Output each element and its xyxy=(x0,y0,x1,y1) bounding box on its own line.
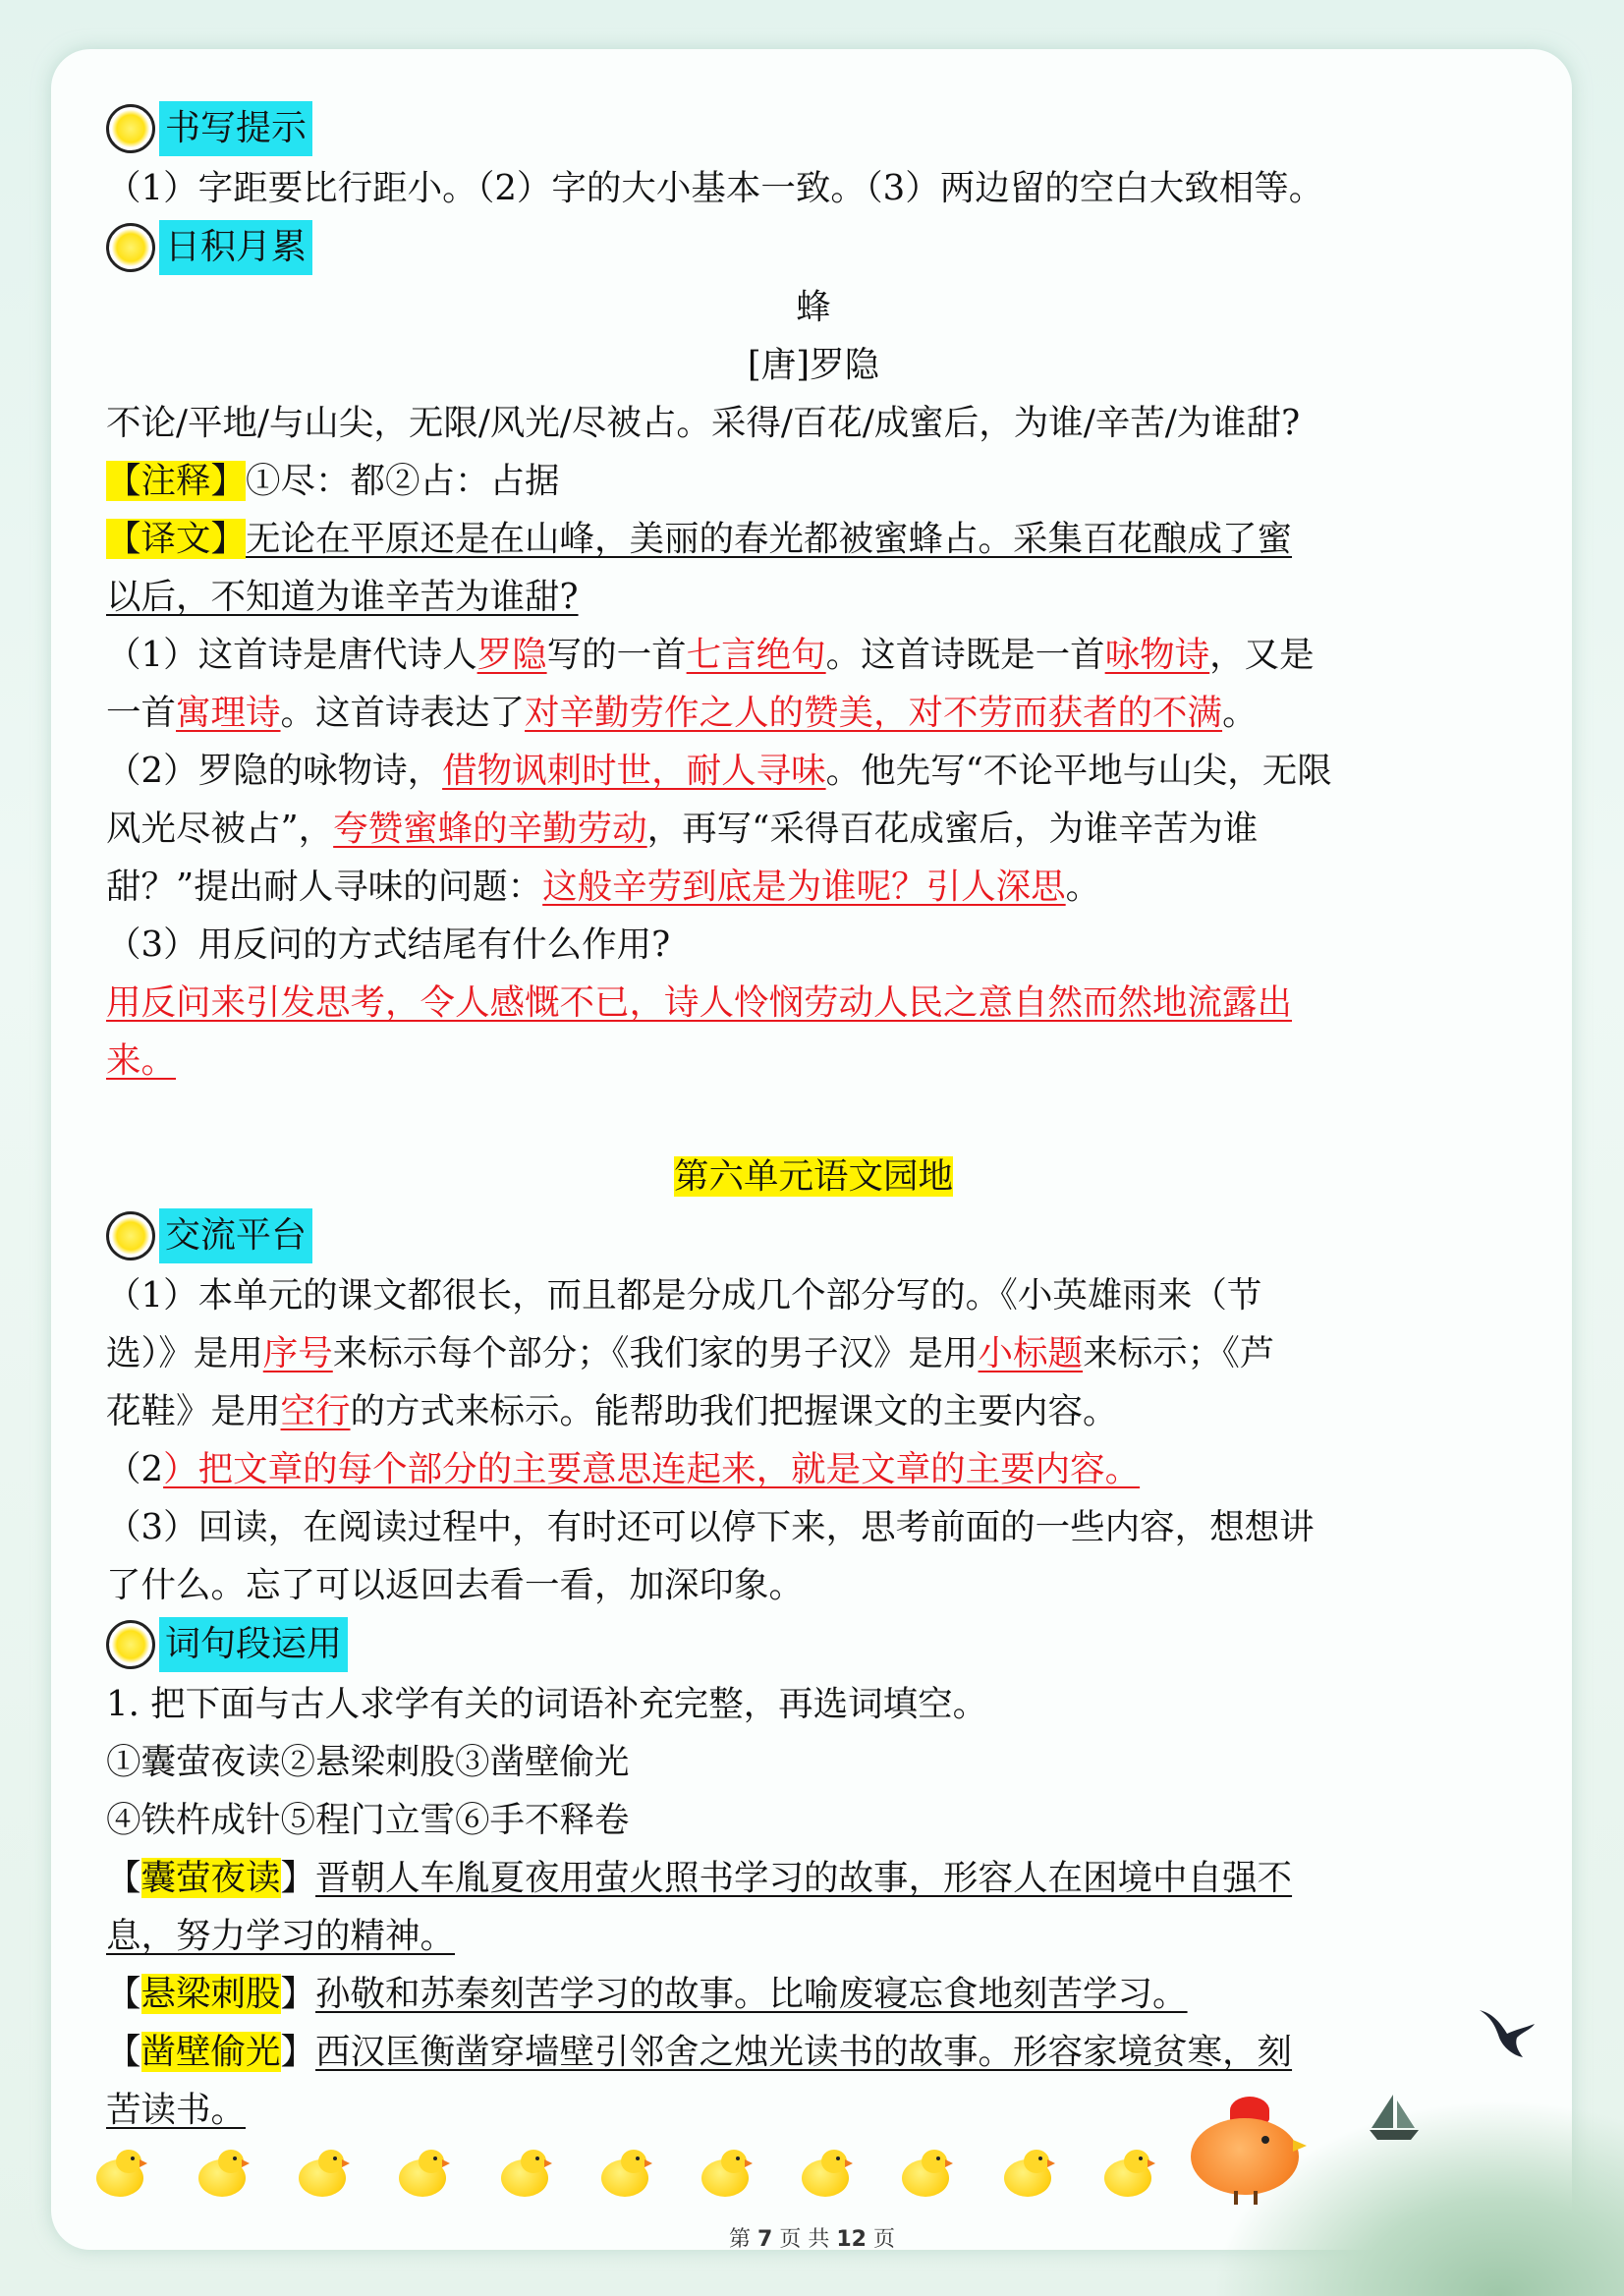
chick-icon xyxy=(495,2150,552,2199)
idiom1-text-1: 晋朝人车胤夏夜用萤火照书学习的故事，形容人在困境中自强不 xyxy=(315,1858,1293,1898)
q1-text: 。这首诗表达了 xyxy=(280,693,526,733)
translation-text-1: 无论在平原还是在山峰，美丽的春光都被蜜蜂占。采集百花酿成了蜜 xyxy=(246,519,1293,559)
exchange-text: （2 xyxy=(106,1449,164,1489)
exchange-text: 选）》是用 xyxy=(106,1333,263,1373)
q2-line-2 xyxy=(106,800,1521,858)
idiom-row-2: ④铁杵成针⑤程门立雪⑥手不释卷 xyxy=(106,1800,630,1840)
section-title: 书写提示 xyxy=(159,101,312,156)
exchange-line-3 xyxy=(106,1382,1521,1440)
bullet-circle-icon xyxy=(106,1620,155,1669)
sailboat-icon xyxy=(1360,2087,1428,2146)
idiom3-line-2 xyxy=(106,2081,1521,2139)
q1-text: 写的一首 xyxy=(546,635,687,675)
word-usage-question: 1. 把下面与古人求学有关的词语补充完整，再选词填空。 xyxy=(106,1684,988,1724)
idiom3-line-1 xyxy=(106,2023,1521,2081)
q2-text: 。他先写“不论平地与山尖，无限 xyxy=(825,751,1332,791)
exchange-text: 的方式来标示。能帮助我们把握课文的主要内容。 xyxy=(350,1391,1118,1431)
section-title: 词句段运用 xyxy=(159,1617,348,1672)
exchange-text: 花鞋》是用 xyxy=(106,1391,281,1431)
q2-line-3 xyxy=(106,858,1521,916)
hen-icon xyxy=(1191,2095,1309,2203)
bracket: 】 xyxy=(280,1858,316,1898)
q2-answer-2: 夸赞蜜蜂的辛勤劳动 xyxy=(333,809,647,849)
section-header-exchange xyxy=(106,1205,1521,1266)
idiom2-text: 孙敬和苏秦刻苦学习的故事。比喻废寝忘食地刻苦学习。 xyxy=(315,1974,1188,2014)
translation-line-2 xyxy=(106,568,1521,626)
poem-text: 不论/平地/与山尖，无限/风光/尽被占。采得/百花/成蜜后，为谁/辛苦/为谁甜? xyxy=(106,403,1301,443)
exchange-answer-main: ）把文章的每个部分的主要意思连起来，就是文章的主要内容。 xyxy=(163,1449,1141,1489)
bracket: 】 xyxy=(280,2032,316,2072)
notes-text: ①尽：都②占：占据 xyxy=(246,461,560,501)
chick-icon xyxy=(193,2150,250,2199)
q1-text: 。这首诗既是一首 xyxy=(825,635,1105,675)
translation-text-2: 以后，不知道为谁辛苦为谁甜? xyxy=(106,577,579,617)
footer-page-number: 7 xyxy=(757,2227,773,2252)
q2-text: ，再写“采得百花成蜜后，为谁辛苦为谁 xyxy=(646,809,1259,849)
q1-answer-type2: 寓理诗 xyxy=(176,693,281,733)
bracket: 】 xyxy=(280,1974,316,2014)
q2-line-1 xyxy=(106,742,1521,800)
q1-answer-form: 七言绝句 xyxy=(686,635,826,675)
document-body xyxy=(106,98,1521,2139)
chick-icon xyxy=(1098,2150,1155,2199)
q1-text: 。 xyxy=(1222,693,1258,733)
q1-text: 一首 xyxy=(106,693,177,733)
q1-text: （1）这首诗是唐代诗人 xyxy=(106,635,477,675)
q1-answer-type: 咏物诗 xyxy=(1104,635,1210,675)
chick-icon xyxy=(293,2150,350,2199)
bullet-circle-icon xyxy=(106,104,155,153)
bullet-circle-icon xyxy=(106,1211,155,1260)
q2-text: （2）罗隐的咏物诗， xyxy=(106,751,443,791)
idiom1-line-2 xyxy=(106,1907,1521,1965)
q1-line-2 xyxy=(106,684,1521,742)
idiom1-text-2: 息，努力学习的精神。 xyxy=(106,1916,456,1956)
chick-icon xyxy=(90,2150,147,2199)
chick-icon xyxy=(393,2150,450,2199)
q2-answer-3: 这般辛劳到底是为谁呢？引人深思 xyxy=(542,867,1066,907)
bracket: 【 xyxy=(106,2032,141,2072)
exchange-answer-blankline: 空行 xyxy=(280,1391,351,1431)
chick-icon xyxy=(595,2150,652,2199)
q2-text: 风光尽被占”， xyxy=(106,809,334,849)
section-header-daily xyxy=(106,217,1521,278)
poem-author: [唐]罗隐 xyxy=(747,345,880,385)
exchange-line-5: （3）回读，在阅读过程中，有时还可以停下来，思考前面的一些内容，想想讲 xyxy=(106,1507,1315,1547)
exchange-line-4 xyxy=(106,1440,1521,1498)
idiom1-tag: 囊萤夜读 xyxy=(140,1858,281,1898)
q3-question: （3）用反问的方式结尾有什么作用? xyxy=(106,924,671,965)
chick-icon xyxy=(696,2150,753,2199)
idiom1-line-1 xyxy=(106,1849,1521,1907)
q1-answer-poet: 罗隐 xyxy=(476,635,547,675)
page-footer xyxy=(0,2222,1624,2253)
idiom3-tag: 凿壁偷光 xyxy=(140,2032,281,2072)
q2-answer-1: 借物讽刺时世，耐人寻味 xyxy=(442,751,826,791)
footer-total-pages: 12 xyxy=(836,2227,867,2252)
bracket: 【 xyxy=(106,1974,141,2014)
footer-text: 页 共 xyxy=(779,2227,830,2252)
q1-line-1 xyxy=(106,626,1521,684)
q3-answer-2: 来。 xyxy=(106,1040,177,1081)
q3-answer-1: 用反问来引发思考，令人感慨不已，诗人怜悯劳动人民之意自然而然地流露出 xyxy=(106,982,1293,1023)
exchange-answer-number: 序号 xyxy=(262,1333,333,1373)
idiom2-tag: 悬梁刺股 xyxy=(140,1974,281,2014)
q2-text: 甜？”提出耐人寻味的问题： xyxy=(106,867,543,907)
section-title: 日积月累 xyxy=(159,220,312,275)
q3-answer-line-2 xyxy=(106,1032,1521,1090)
exchange-answer-subtitle: 小标题 xyxy=(978,1333,1084,1373)
q1-text: ，又是 xyxy=(1209,635,1315,675)
exchange-line-1: （1）本单元的课文都很长，而且都是分成几个部分写的。《小英雄雨来（节 xyxy=(106,1275,1262,1316)
idiom-row-1: ①囊萤夜读②悬梁刺股③凿壁偷光 xyxy=(106,1742,630,1782)
writing-tips-text: （1）字距要比行距小。（2）字的大小基本一致。（3）两边留的空白大致相等。 xyxy=(106,168,1324,208)
section-header-writing-tips xyxy=(106,98,1521,159)
exchange-text: 来标示每个部分；《我们家的男子汉》是用 xyxy=(332,1333,979,1373)
footer-text: 页 xyxy=(872,2227,895,2252)
bracket: 【 xyxy=(106,1858,141,1898)
translation-line-1 xyxy=(106,510,1521,568)
q3-answer-line-1 xyxy=(106,974,1521,1032)
idiom3-text-2: 苦读书。 xyxy=(106,2090,247,2130)
exchange-line-2 xyxy=(106,1324,1521,1382)
translation-tag: 【译文】 xyxy=(106,519,247,559)
poem-title: 蜂 xyxy=(796,287,831,327)
bullet-circle-icon xyxy=(106,223,155,272)
chick-icon xyxy=(998,2150,1055,2199)
unit-title: 第六单元语文园地 xyxy=(673,1156,953,1197)
section-header-word-usage xyxy=(106,1614,1521,1675)
notes-tag: 【注释】 xyxy=(106,461,247,501)
footer-text: 第 xyxy=(729,2227,752,2252)
chick-icon xyxy=(896,2150,953,2199)
swallow-icon xyxy=(1478,2004,1537,2063)
chick-icon xyxy=(796,2150,853,2199)
q2-text: 。 xyxy=(1065,867,1101,907)
exchange-text: 来标示；《芦 xyxy=(1083,1333,1275,1373)
idiom2-line xyxy=(106,1965,1521,2023)
exchange-line-6: 了什么。忘了可以返回去看一看，加深印象。 xyxy=(106,1565,805,1605)
q1-answer-theme: 对辛勤劳作之人的赞美，对不劳而获者的不满 xyxy=(525,693,1223,733)
notes-line xyxy=(106,452,1521,510)
unit-title-line xyxy=(106,1148,1521,1205)
section-title: 交流平台 xyxy=(159,1208,312,1263)
idiom3-text-1: 西汉匡衡凿穿墙壁引邻舍之烛光读书的故事。形容家境贫寒，刻 xyxy=(315,2032,1293,2072)
